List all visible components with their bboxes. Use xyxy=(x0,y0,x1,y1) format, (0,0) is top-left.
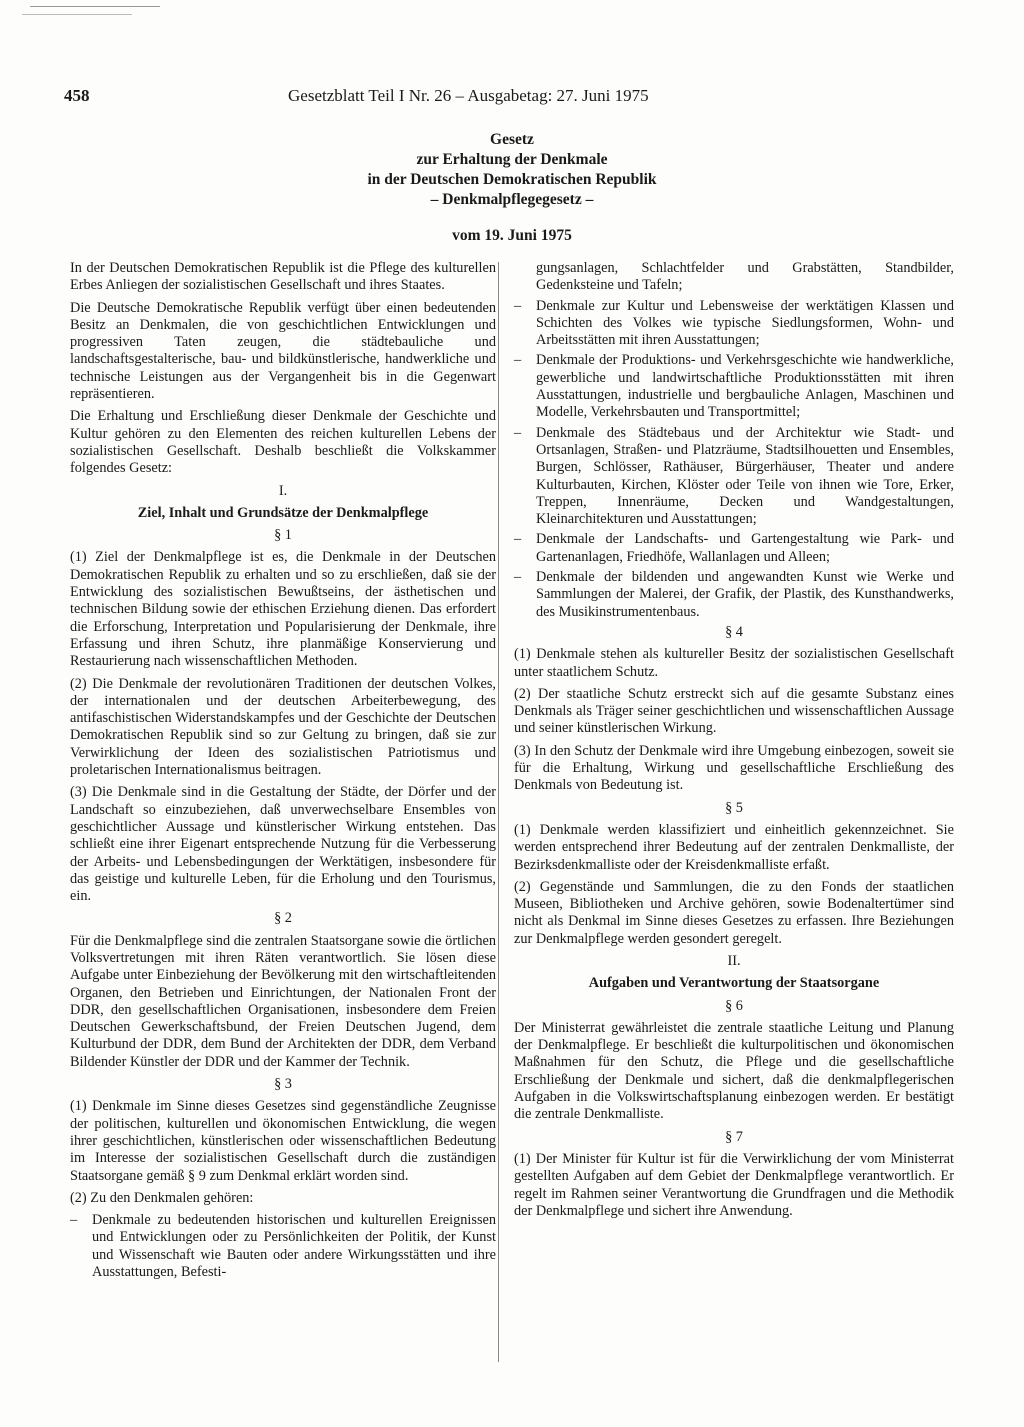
dash-marker: – xyxy=(514,297,522,314)
preamble-paragraph: In der Deutschen Demokratischen Republik ist die Pflege des kulturellen Erbes Anliegen der sozialistischen Gesellschaft und ihres Staates. xyxy=(70,260,496,294)
paragraph: Für die Denkmalpflege sind die zentralen Staatsorgane sowie die örtlichen Volksvertretungen mit ihren Räten verantwortlich. Sie lösen diese Aufgabe unter Einbeziehung der Bevölkerung mit den wirtschaftleitenden Organen, den Betrieben und Einrichtungen, der Nationalen Front der DDR, den gesellschaftlichen Organisationen, insbesondere dem Freien Deutschen Gewerkschaftsbund, der Freien Deutschen Jugend, dem Kulturbund der DDR, dem Bund der Architekten der DDR, dem Verband Bildender Künstler der DDR und der Kammer der Technik. xyxy=(70,932,496,1070)
dash-marker: – xyxy=(514,352,522,369)
paragraph: (1) Der Minister für Kultur ist für die Verwirklichung der vom Ministerrat gestellten Aufgaben auf dem Gebiet der Denkmalpflege verantwortlich. Er regelt im Rahmen seiner Verantwortung die Grundfragen und die Methodik der Denkmalpflege und sichert ihre Anwendung. xyxy=(514,1150,954,1219)
title-line: zur Erhaltung der Denkmale xyxy=(416,151,608,168)
list-item-text: Denkmale des Städtebaus und der Architektur wie Stadt- und Ortsanlagen, Straßen- und Platzräume, Stadtsilhouetten und Ensembles, Burgen, Schlösser, Rathäuser, Bürgerhäuser, Theater und andere Kulturbauten, Kirchen, Klöster oder Teile von ihnen wie Tore, Erker, Treppen, Innenräume, Decken und Wandgestaltungen, Kleinarchitekturen und Ausstattungen; xyxy=(536,424,954,528)
list-item xyxy=(514,531,954,566)
short-title: – Denkmalpflegegesetz – xyxy=(430,191,594,208)
scan-artifact xyxy=(30,6,160,7)
paragraph: Der Ministerrat gewährleistet die zentrale staatliche Leitung und Planung der Denkmalpflege. Er beschließt die kulturpolitischen und ökonomischen Maßnahmen für den Schutz, die Pflege und die gesellschaftliche Erschließung der Denkmale und sichert, daß die denkmalpflegerischen Aufgaben in die Volkswirtschaftsplanung einbezogen werden. Er bestätigt die zentrale Denkmalliste. xyxy=(514,1019,954,1123)
running-header: Gesetzblatt Teil I Nr. 26 – Ausgabetag: 27. Juni 1975 xyxy=(288,86,649,105)
paragraph: (1) Denkmale im Sinne dieses Gesetzes sind gegenständliche Zeugnisse der politischen, kulturellen und ökonomischen Entwicklung, die wegen ihrer geschichtlichen, künstlerischen oder wissenschaftlichen Bedeutung im Interesse der sozialistischen Gesellschaft durch die zuständigen Staatsorgane gemäß § 9 zum Denkmal erklärt worden sind. xyxy=(70,1098,496,1184)
paragraph: (2) Gegenstände und Sammlungen, die zu den Fonds der staatlichen Museen, Bibliotheken und Archive gehören, sowie Bodenaltertümer sind nicht als Denkmal im Sinne dieses Gesetzes zu erfassen. Ihre Beziehungen zur Denkmalpflege werden gesondert geregelt. xyxy=(514,878,954,947)
paragraph: (3) In den Schutz der Denkmale wird ihre Umgebung einbezogen, soweit sie für die Erhaltung, Wirkung und gesellschaftliche Erschließung des Denkmals von Bedeutung ist. xyxy=(514,742,954,794)
preamble-paragraph: Die Erhaltung und Erschließung dieser Denkmale der Geschichte und Kultur gehören zu den Elementen des reichen kulturellen Lebens der sozialistischen Gesellschaft. Deshalb beschließt die Volkskammer folgendes Gesetz: xyxy=(70,408,496,477)
part-heading: Aufgaben und Verantwortung der Staatsorgane xyxy=(588,975,880,992)
page-number: 458 xyxy=(64,86,90,105)
left-column xyxy=(70,260,496,1284)
dash-marker: – xyxy=(70,1212,78,1229)
list-item-text: Denkmale zu bedeutenden historischen und kulturellen Ereignissen und Entwicklungen oder zu Persönlichkeiten der Politik, der Kunst und Wissenschaft wie Bauten oder andere Wirkungsstätten und ihre Ausstattungen, Befesti- xyxy=(92,1212,496,1281)
title-line: Gesetz xyxy=(490,131,534,148)
section-heading: § 6 xyxy=(725,997,743,1014)
list-item xyxy=(514,298,954,350)
column-divider xyxy=(498,262,499,1362)
paragraph: (1) Ziel der Denkmalpflege ist es, die Denkmale in der Deutschen Demokratischen Republik zu erhalten und so zu erschließen, daß sie der Entwicklung des sozialistischen Bewußtseins, der ästhetischen und technischen Bildung sowie der ethischen Erziehung dienen. Das erfordert die Erforschung, Interpretation und Popularisierung der Denkmale, ihre Erfassung und ihren Schutz, ihre planmäßige Konservierung und Restaurierung nach wissenschaftlichen Methoden. xyxy=(70,549,496,670)
right-column xyxy=(514,260,954,1225)
part-heading: Ziel, Inhalt und Grundsätze der Denkmalpflege xyxy=(137,504,429,521)
part-number: I. xyxy=(278,482,288,499)
section-heading: § 2 xyxy=(274,910,292,927)
list-item-text: Denkmale der Produktions- und Verkehrsgeschichte wie handwerkliche, gewerbliche und landwirtschaftliche Produktionsstätten mit ihren Ausstattungen, industrielle und bergbauliche Anlagen, Maschinen und Modelle, Verkehrsbauten und Transportmittel; xyxy=(536,352,954,421)
list-item-text: Denkmale der bildenden und angewandten Kunst wie Werke und Sammlungen der Malerei, der Grafik, der Plastik, des Kunsthandwerks, des Musikinstrumentenbaus. xyxy=(536,569,954,620)
section-heading: § 4 xyxy=(725,623,743,640)
preamble-paragraph: Die Deutsche Demokratische Republik verfügt über einen bedeutenden Besitz an Denkmalen, die von geschichtlichen Entwicklungen und progressiven Taten zeugen, die städtebauliche und landschaftsgestalterische, bau- und bildkünstlerische, handwerkliche und technische Leistungen aus der Vergangenheit bis in die Gegenwart repräsentieren. xyxy=(70,299,496,403)
title-line: in der Deutschen Demokratischen Republik xyxy=(367,171,657,188)
paragraph: (1) Denkmale stehen als kultureller Besitz der sozialistischen Gesellschaft unter staatlichem Schutz. xyxy=(514,646,954,680)
list-item xyxy=(514,425,954,529)
paragraph: (3) Die Denkmale sind in die Gestaltung der Städte, der Dörfer und der Landschaft so einzubeziehen, daß unverwechselbare Ensembles von geschichtlicher Aussage und künstlerischer Wirkung entstehen. Das schließt eine ihrer Eigenart entsprechende Nutzung für die Verbesserung der Arbeits- und Lebensbedingungen der Werktätigen, insbesondere für das geistige und kulturelle Leben, für die Erholung und den Tourismus, ein. xyxy=(70,784,496,905)
section-heading: § 3 xyxy=(274,1076,292,1093)
section-heading: § 5 xyxy=(725,799,743,816)
list-item xyxy=(70,1212,496,1281)
law-date: vom 19. Juni 1975 xyxy=(452,227,572,244)
list-item-text: Denkmale der Landschafts- und Gartengestaltung wie Park- und Gartenanlagen, Friedhöfe, Wallanlagen und Alleen; xyxy=(536,531,954,565)
dash-marker: – xyxy=(514,531,522,548)
paragraph: (2) Der staatliche Schutz erstreckt sich auf die gesamte Substanz eines Denkmals als Träger seiner geschichtlichen und wissenschaftlichen Aussage und seiner künstlerischen Wirkung. xyxy=(514,685,954,737)
list-item-text: Denkmale zur Kultur und Lebensweise der werktätigen Klassen und Schichten des Volkes wie typische Siedlungsformen, Wohn- und Arbeitsstätten mit ihren Ausstattungen; xyxy=(536,297,954,349)
section-heading: § 7 xyxy=(725,1128,743,1145)
part-number: II. xyxy=(727,952,741,969)
law-title xyxy=(0,130,1024,246)
paragraph: (2) Die Denkmale der revolutionären Traditionen der deutschen Volkes, der internationalen und der deutschen Arbeiterbewegung, des antifaschistischen Widerstandskampfes und der Geschichte der Deutschen Demokratischen Republik sind so zur Geltung zu bringen, daß sie zur Verwirklichung der Ideen des sozialistischen Patriotismus und proletarischen Internationalismus beitragen. xyxy=(70,675,496,779)
dash-marker: – xyxy=(514,424,522,441)
paragraph: (2) Zu den Denkmalen gehören: xyxy=(70,1189,254,1206)
list-item xyxy=(514,569,954,621)
list-item-continuation: gungsanlagen, Schlachtfelder und Grabstätten, Standbilder, Gedenksteine und Tafeln; xyxy=(536,260,954,294)
dash-marker: – xyxy=(514,569,522,586)
page-header xyxy=(64,86,956,108)
scan-artifact xyxy=(22,14,132,15)
section-heading: § 1 xyxy=(274,527,292,544)
paragraph: (1) Denkmale werden klassifiziert und einheitlich gekennzeichnet. Sie werden entsprechend ihrer Bedeutung auf der zentralen Denkmalliste, der Bezirksdenkmalliste oder der Kreisdenkmalliste erfaßt. xyxy=(514,821,954,873)
list-item xyxy=(514,352,954,421)
